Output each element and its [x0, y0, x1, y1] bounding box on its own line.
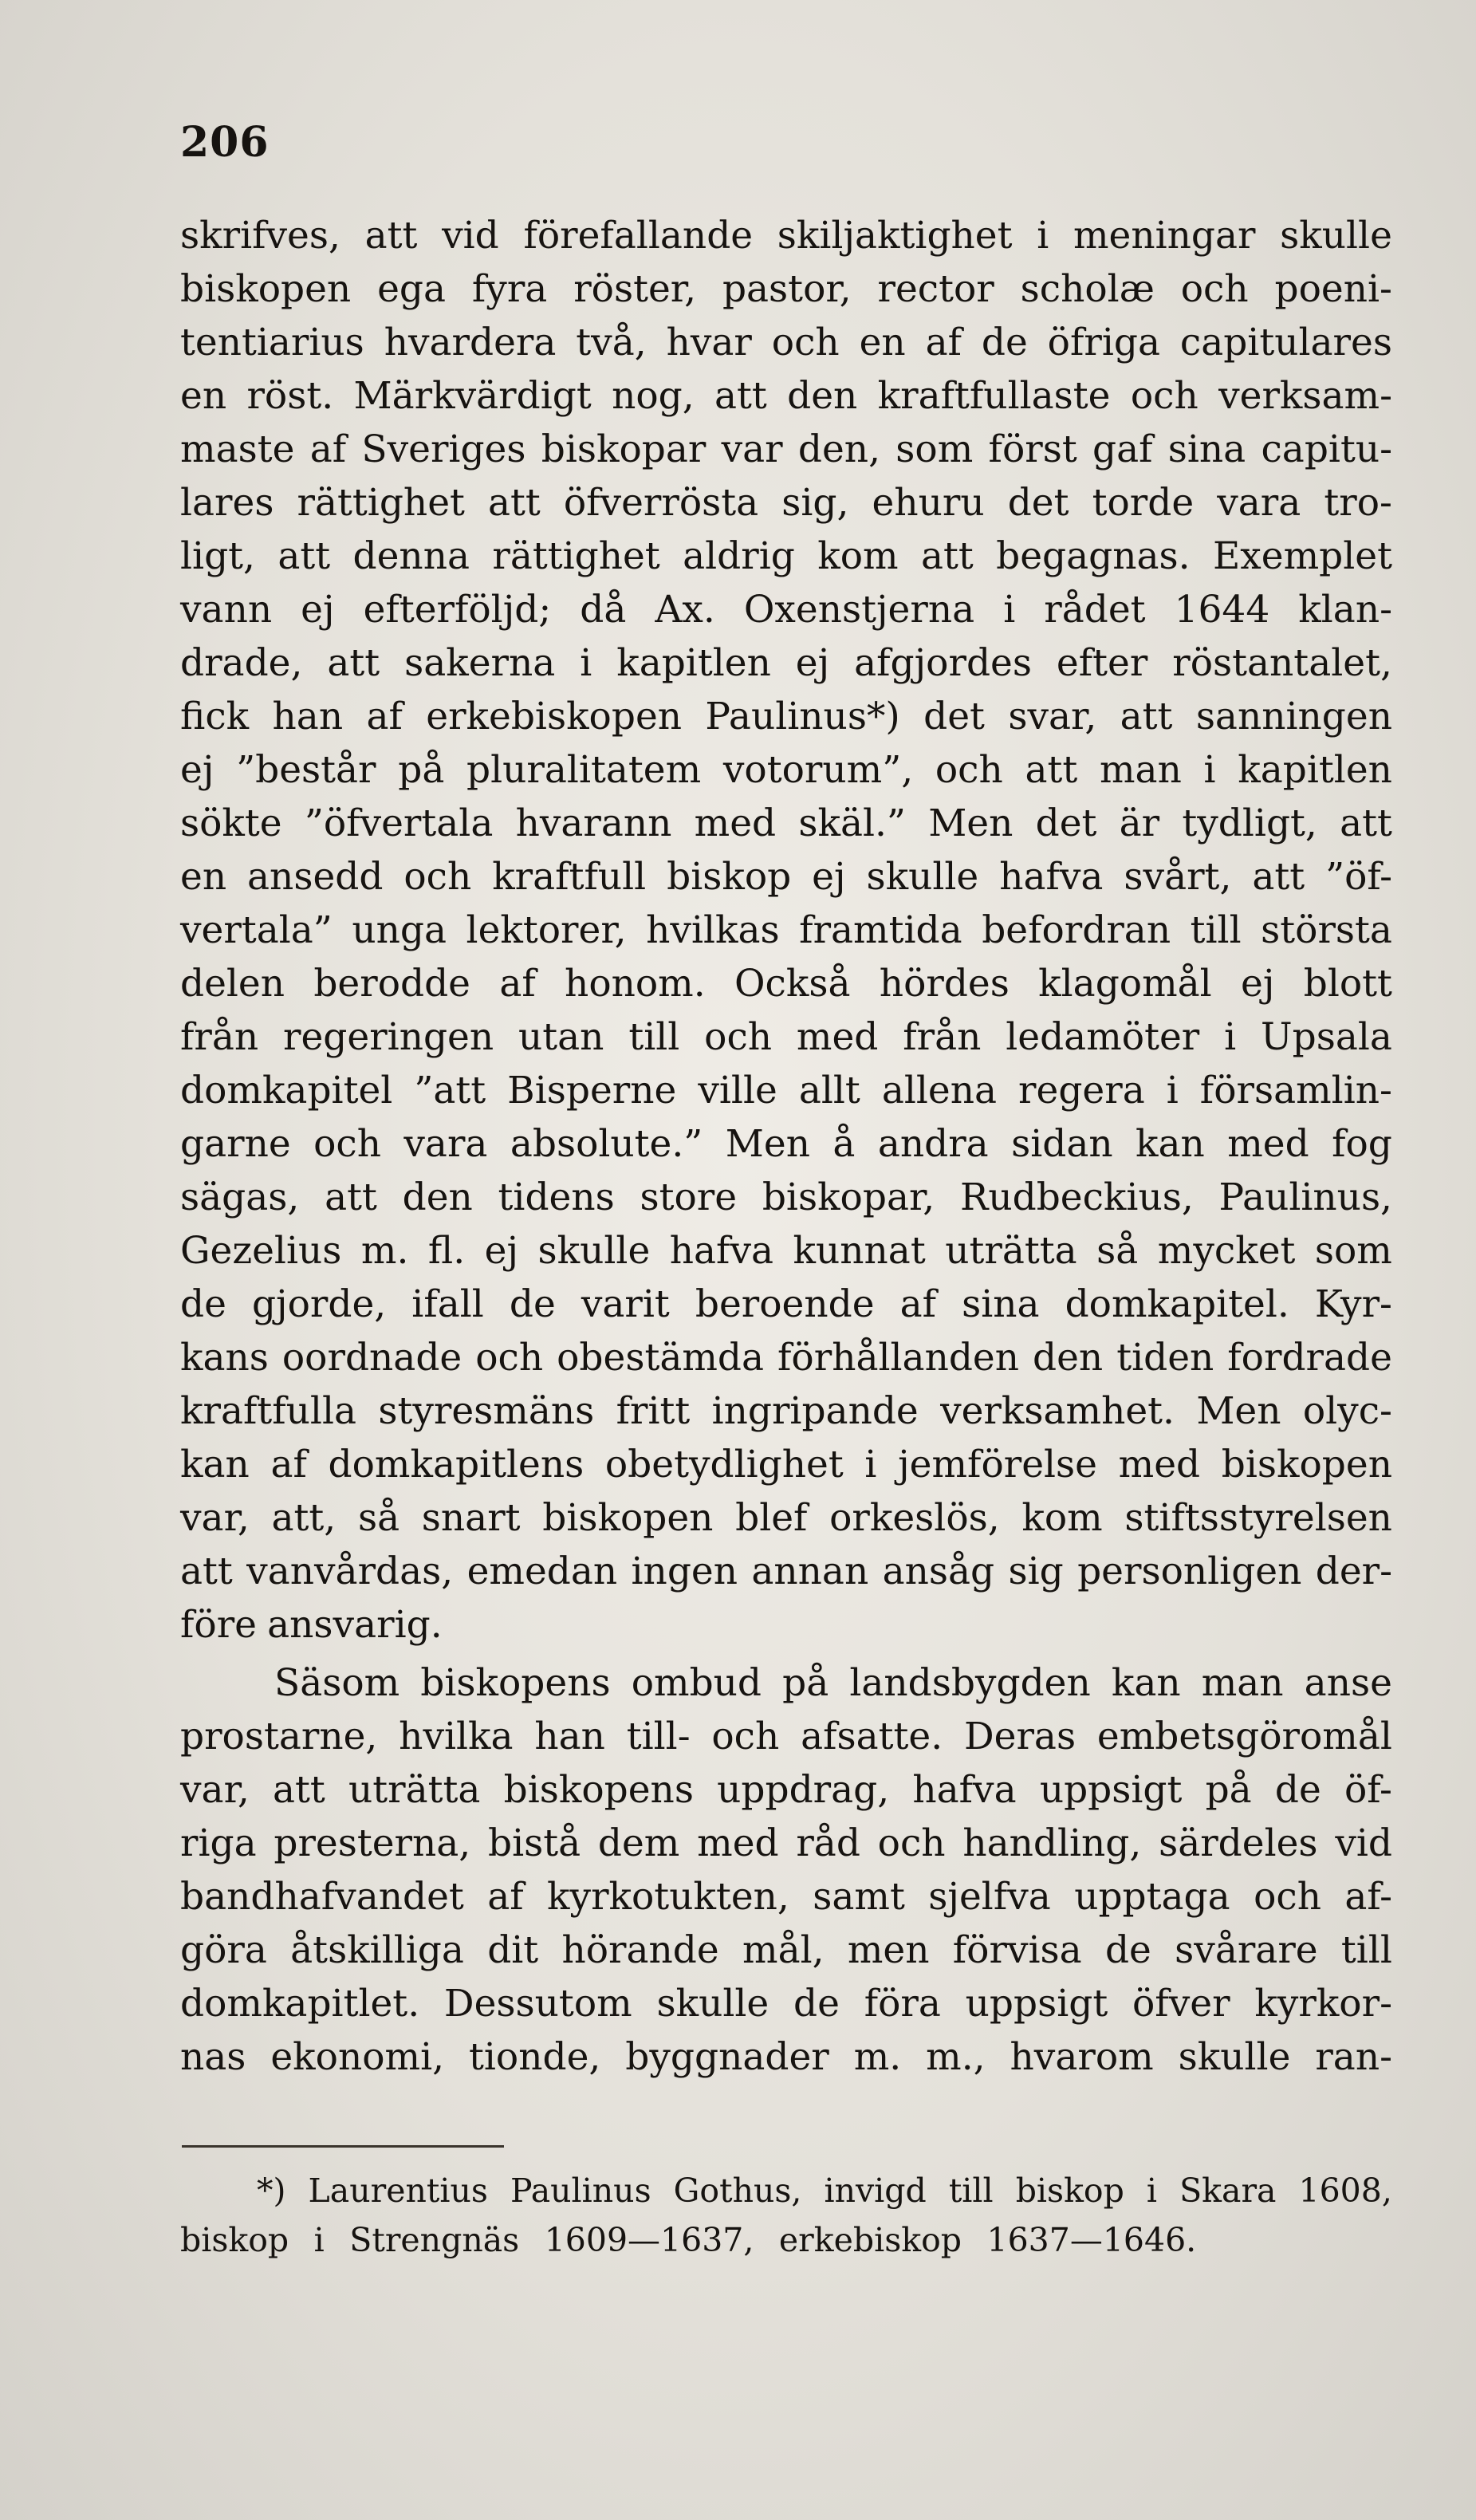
text-line: fick han af erkebiskopen Paulinus*) det svar, att sanningen [180, 695, 1392, 738]
text-line: Säsom biskopens ombud på landsbygden kan man anse [274, 1661, 1392, 1705]
text-line: var, att uträtta biskopens uppdrag, hafva uppsigt på de öf- [180, 1768, 1392, 1812]
text-line: en röst. Märkvärdigt nog, att den kraftfullaste och verksam- [180, 374, 1392, 418]
text-line: drade, att sakerna i kapitlen ej afgjordes efter röstantalet, [180, 641, 1392, 685]
text-line: kan af domkapitlens obetydlighet i jemförelse med biskopen [180, 1443, 1392, 1486]
text-line: var, att, så snart biskopen blef orkeslös, kom stiftsstyrelsen [180, 1496, 1392, 1540]
text-line: maste af Sveriges biskopar var den, som först gaf sina capitu- [180, 427, 1392, 471]
footnote-line: *) Laurentius Paulinus Gothus, invigd till biskop i Skara 1608, [257, 2172, 1392, 2210]
text-line: ej ”består på pluralitatem votorum”, och att man i kapitlen [180, 748, 1392, 792]
text-line: de gjorde, ifall de varit beroende af sina domkapitel. Kyr- [180, 1282, 1392, 1326]
text-line: tentiarius hvardera två, hvar och en af de öfriga capitulares [180, 321, 1392, 364]
text-line: vann ej efterföljd; då Ax. Oxenstjerna i rådet 1644 klan- [180, 588, 1392, 632]
text-line: riga presterna, bistå dem med råd och handling, särdeles vid [180, 1821, 1392, 1865]
text-line: domkapitel ”att Bisperne ville allt allena regera i församlin- [180, 1069, 1392, 1112]
text-line: kans oordnade och obestämda förhållanden den tiden fordrade [180, 1336, 1392, 1380]
text-line: en ansedd och kraftfull biskop ej skulle hafva svårt, att ”öf- [180, 855, 1392, 899]
text-line: delen berodde af honom. Också hördes klagomål ej blott [180, 962, 1392, 1006]
footnote [180, 2166, 1392, 2265]
page-number: 206 [180, 118, 270, 167]
text-line: biskopen ega fyra röster, pastor, rector scholæ och poeni- [180, 267, 1392, 311]
text-line: ligt, att denna rättighet aldrig kom att begagnas. Exemplet [180, 534, 1392, 578]
text-line: kraftfulla styresmäns fritt ingripande verksamhet. Men olyc- [180, 1389, 1392, 1433]
text-line: att vanvårdas, emedan ingen annan ansåg sig personligen der- [180, 1549, 1392, 1593]
text-line: nas ekonomi, tionde, byggnader m. m., hvarom skulle ran- [180, 2035, 1392, 2079]
text-line: skrifves, att vid förefallande skiljaktighet i meningar skulle [180, 214, 1392, 258]
text-line: domkapitlet. Dessutom skulle de föra uppsigt öfver kyrkor- [180, 1982, 1392, 2026]
text-line: sägas, att den tidens store biskopar, Rudbeckius, Paulinus, [180, 1175, 1392, 1219]
text-line: sökte ”öfvertala hvarann med skäl.” Men det är tydligt, att [180, 801, 1392, 845]
footnote-line: biskop i Strengnäs 1609—1637, erkebiskop 1637—1646. [180, 2221, 1197, 2259]
footnote-divider [182, 2145, 504, 2148]
text-line: Gezelius m. fl. ej skulle hafva kunnat uträtta så mycket som [180, 1229, 1392, 1273]
paragraph [180, 1656, 1392, 2084]
text-line: bandhafvandet af kyrkotukten, samt sjelfva upptaga och af- [180, 1875, 1392, 1919]
text-line: från regeringen utan till och med från ledamöter i Upsala [180, 1015, 1392, 1059]
text-line: prostarne, hvilka han till- och afsatte. Deras embetsgöromål [180, 1715, 1392, 1758]
text-line: göra åtskilliga dit hörande mål, men förvisa de svårare till [180, 1928, 1392, 1972]
body-text [180, 209, 1392, 2084]
text-line: lares rättighet att öfverrösta sig, ehuru det torde vara tro- [180, 481, 1392, 525]
text-line: garne och vara absolute.” Men å andra sidan kan med fog [180, 1122, 1392, 1166]
text-line: före ansvarig. [180, 1603, 443, 1647]
paragraph [180, 209, 1392, 1652]
text-line: vertala” unga lektorer, hvilkas framtida befordran till största [180, 908, 1392, 952]
